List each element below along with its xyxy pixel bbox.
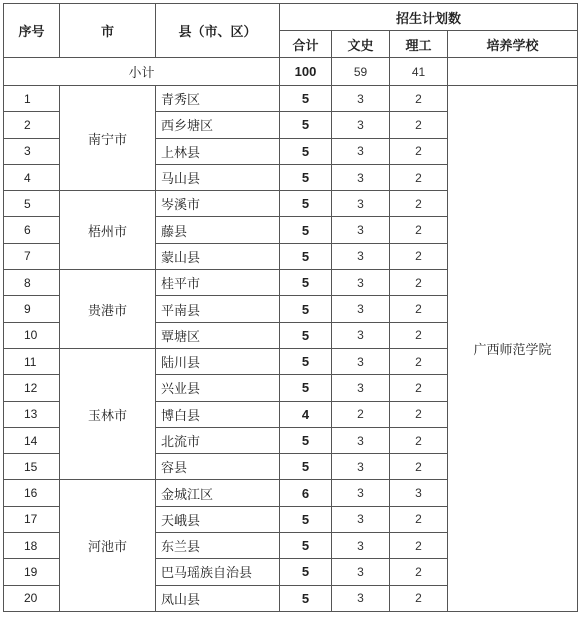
row-seq: 8 [4,270,60,296]
row-county: 陆川县 [156,348,280,374]
row-science: 2 [390,217,448,243]
row-science: 2 [390,322,448,348]
header-city: 市 [60,4,156,58]
row-total: 5 [280,191,332,217]
row-science: 2 [390,427,448,453]
row-arts: 3 [332,585,390,611]
row-total: 5 [280,86,332,112]
row-city: 河池市 [60,480,156,611]
subtotal-label: 小计 [4,58,280,86]
row-arts: 3 [332,375,390,401]
row-total: 5 [280,454,332,480]
row-total: 5 [280,217,332,243]
row-county: 马山县 [156,164,280,190]
row-seq: 12 [4,375,60,401]
row-science: 2 [390,112,448,138]
row-county: 巴马瑶族自治县 [156,559,280,585]
row-science: 2 [390,296,448,322]
row-county: 博白县 [156,401,280,427]
row-city: 贵港市 [60,270,156,349]
row-science: 2 [390,138,448,164]
row-science: 2 [390,243,448,269]
row-total: 5 [280,270,332,296]
row-city: 南宁市 [60,86,156,191]
row-arts: 3 [332,296,390,322]
row-total: 5 [280,112,332,138]
row-total: 5 [280,322,332,348]
row-science: 2 [390,401,448,427]
row-arts: 3 [332,191,390,217]
row-county: 金城江区 [156,480,280,506]
row-county: 蒙山县 [156,243,280,269]
row-county: 凤山县 [156,585,280,611]
row-arts: 3 [332,322,390,348]
row-arts: 3 [332,164,390,190]
row-science: 2 [390,86,448,112]
row-total: 5 [280,164,332,190]
row-seq: 14 [4,427,60,453]
row-science: 2 [390,585,448,611]
row-arts: 2 [332,401,390,427]
row-city: 玉林市 [60,348,156,479]
row-county: 上林县 [156,138,280,164]
subtotal-school-blank [448,58,578,86]
row-arts: 3 [332,112,390,138]
row-arts: 3 [332,506,390,532]
row-arts: 3 [332,480,390,506]
row-total: 5 [280,296,332,322]
row-total: 5 [280,559,332,585]
header-seq: 序号 [4,4,60,58]
row-seq: 3 [4,138,60,164]
row-seq: 18 [4,533,60,559]
row-arts: 3 [332,243,390,269]
row-science: 2 [390,559,448,585]
row-science: 3 [390,480,448,506]
row-seq: 16 [4,480,60,506]
row-seq: 2 [4,112,60,138]
row-total: 5 [280,427,332,453]
table-row [4,86,578,112]
row-science: 2 [390,348,448,374]
row-arts: 3 [332,138,390,164]
row-science: 2 [390,191,448,217]
row-county: 兴业县 [156,375,280,401]
row-total: 5 [280,138,332,164]
row-total: 5 [280,375,332,401]
header-plan: 招生计划数 [280,4,578,31]
row-seq: 13 [4,401,60,427]
row-arts: 3 [332,86,390,112]
row-county: 桂平市 [156,270,280,296]
row-county: 覃塘区 [156,322,280,348]
row-seq: 4 [4,164,60,190]
row-county: 青秀区 [156,86,280,112]
subtotal-total: 100 [280,58,332,86]
row-total: 5 [280,243,332,269]
header-science: 理工 [390,31,448,58]
row-county: 北流市 [156,427,280,453]
header-total: 合计 [280,31,332,58]
row-seq: 10 [4,322,60,348]
row-science: 2 [390,375,448,401]
row-seq: 9 [4,296,60,322]
row-county: 西乡塘区 [156,112,280,138]
row-total: 4 [280,401,332,427]
row-arts: 3 [332,454,390,480]
row-total: 5 [280,585,332,611]
row-seq: 17 [4,506,60,532]
row-seq: 6 [4,217,60,243]
row-arts: 3 [332,427,390,453]
row-arts: 3 [332,217,390,243]
row-total: 5 [280,348,332,374]
row-county: 天峨县 [156,506,280,532]
row-total: 5 [280,533,332,559]
subtotal-arts: 59 [332,58,390,86]
row-total: 6 [280,480,332,506]
row-seq: 11 [4,348,60,374]
subtotal-row [4,58,578,86]
row-seq: 15 [4,454,60,480]
row-arts: 3 [332,533,390,559]
row-city: 梧州市 [60,191,156,270]
row-arts: 3 [332,270,390,296]
row-science: 2 [390,506,448,532]
subtotal-science: 41 [390,58,448,86]
row-county: 岑溪市 [156,191,280,217]
row-total: 5 [280,506,332,532]
row-science: 2 [390,164,448,190]
row-county: 容县 [156,454,280,480]
row-county: 东兰县 [156,533,280,559]
header-school: 培养学校 [448,31,578,58]
row-arts: 3 [332,348,390,374]
row-arts: 3 [332,559,390,585]
row-seq: 7 [4,243,60,269]
header-county: 县（市、区） [156,4,280,58]
row-seq: 19 [4,559,60,585]
row-county: 藤县 [156,217,280,243]
row-science: 2 [390,270,448,296]
header-arts: 文史 [332,31,390,58]
enrollment-plan-table [3,3,578,612]
school-name: 广西师范学院 [448,86,578,612]
row-seq: 20 [4,585,60,611]
row-seq: 1 [4,86,60,112]
row-county: 平南县 [156,296,280,322]
row-seq: 5 [4,191,60,217]
row-science: 2 [390,533,448,559]
row-science: 2 [390,454,448,480]
